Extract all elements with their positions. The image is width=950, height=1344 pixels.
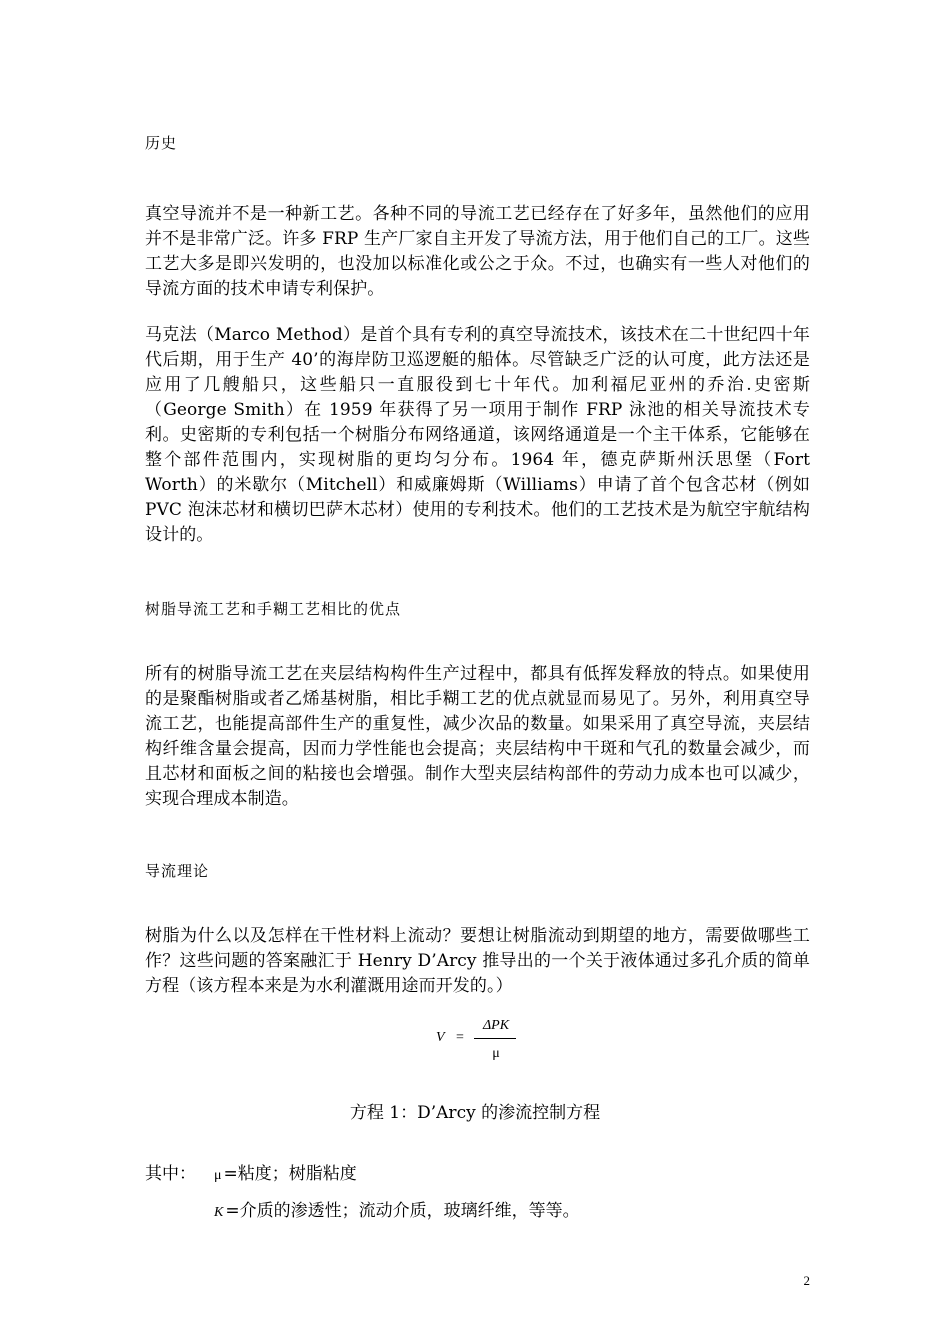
equation-denominator: μ: [492, 1046, 500, 1061]
section-heading-theory: 导流理论: [145, 862, 210, 880]
fraction-bar: [474, 1038, 516, 1039]
paragraph-history-2: 马克法（Marco Method）是首个具有专利的真空导流技术，该技术在二十世纪四十年代后期，用于生产 40’的海岸防卫巡逻艇的船体。尽管缺乏广泛的认可度，此方法还是应用了几艘船只，这些船只一直服役到七十年代。加利福尼亚州的乔治.史密斯（George Smith）在 1959 年获得了另一项用于制作 FRP 泳池的相关导流技术专利。史密斯的专利包括一个树脂分布网络通道，该网络通道是一个主干体系，它能够在整个部件范围内，实现树脂的更均匀分布。1964 年，德克萨斯州沃思堡（Fort Worth）的米歇尔（Mitchell）和威廉姆斯（Williams）申请了首个包含芯材（例如 PVC 泡沫芯材和横切巴萨木芯材）使用的专利技术。他们的工艺技术是为航空宇航结构设计的。: [145, 325, 810, 545]
equation-equals: =: [456, 1030, 464, 1045]
where-label: 其中：: [145, 1164, 196, 1184]
section-heading-advantages: 树脂导流工艺和手糊工艺相比的优点: [145, 600, 402, 618]
where-item-permeability: [214, 1199, 580, 1225]
where-item-viscosity: [214, 1162, 357, 1188]
symbol-k: K: [214, 1205, 224, 1220]
where-item-permeability-text: =介质的渗透性；流动介质，玻璃纤维，等等。: [225, 1201, 580, 1221]
darcy-equation: [436, 1018, 526, 1068]
symbol-mu: μ: [214, 1168, 222, 1183]
where-item-viscosity-text: =粘度；树脂粘度: [223, 1164, 357, 1184]
page-number: 2: [803, 1273, 810, 1288]
paragraph-history-1: 真空导流并不是一种新工艺。各种不同的导流工艺已经存在了好多年，虽然他们的应用并不是非常广泛。许多 FRP 生产厂家自主开发了导流方法，用于他们自己的工厂。这些工艺大多是即兴发明的，也没加以标准化或公之于众。不过，也确实有一些人对他们的导流方面的技术申请专利保护。: [145, 204, 810, 299]
paragraph-advantages-1: 所有的树脂导流工艺在夹层结构构件生产过程中，都具有低挥发释放的特点。如果使用的是聚酯树脂或者乙烯基树脂，相比手糊工艺的优点就显而易见了。另外，利用真空导流工艺，也能提高部件生产的重复性，减少次品的数量。如果采用了真空导流，夹层结构纤维含量会提高，因而力学性能也会提高；夹层结构中干斑和气孔的数量会减少，而且芯材和面板之间的粘接也会增强。制作大型夹层结构部件的劳动力成本也可以减少，实现合理成本制造。: [145, 664, 810, 809]
section-heading-history: 历史: [145, 134, 178, 152]
paragraph-theory-1: 树脂为什么以及怎样在干性材料上流动？要想让树脂流动到期望的地方，需要做哪些工作？这些问题的答案融汇于 Henry D’Arcy 推导出的一个关于液体通过多孔介质的简单方程（该方程本来是为水利灌溉用途而开发的。）: [145, 926, 810, 996]
equation-numerator: ΔPK: [482, 1018, 510, 1033]
equation-lhs: V: [436, 1030, 445, 1045]
equation-caption: 方程 1：D’Arcy 的渗流控制方程: [349, 1103, 601, 1123]
